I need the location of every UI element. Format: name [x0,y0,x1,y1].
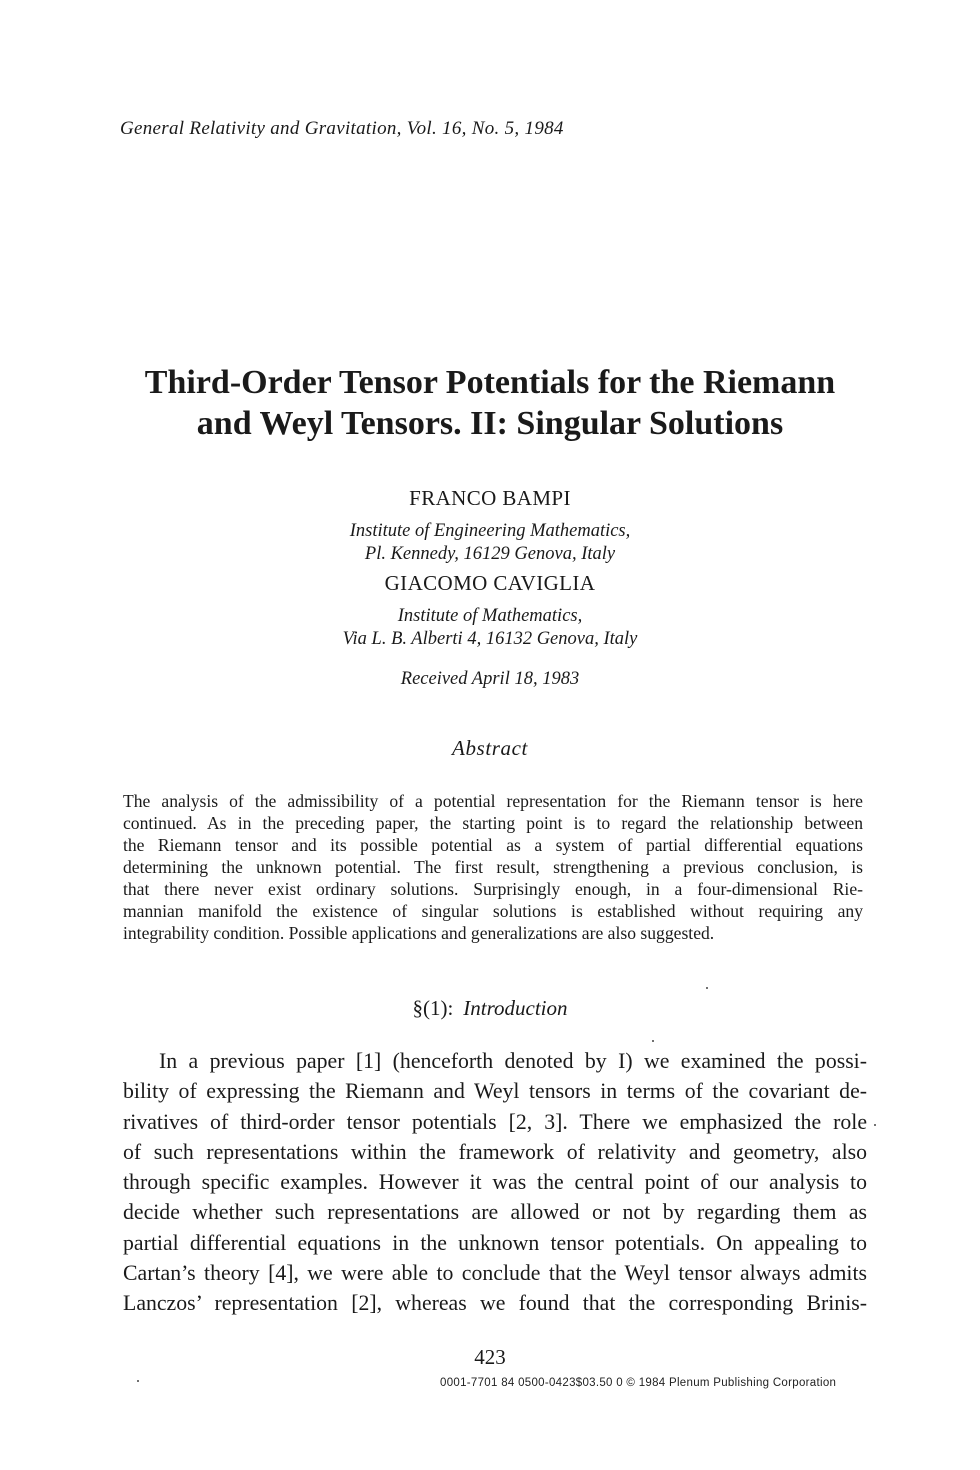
section-title: Introduction [463,996,568,1020]
affiliation-2-line-2: Via L. B. Alberti 4, 16132 Genova, Italy [342,629,638,649]
received-date: Received April 18, 1983 [400,669,580,689]
author-name-1: FRANCO BAMPI [409,486,571,510]
body-line: through specific examples. However it was the central point of our analysis to [123,1170,867,1195]
body-line: In a previous paper [1] (henceforth denoted by I) we examined the possi- [159,1049,867,1073]
body-line: Cartan’s theory [4], we were able to conclude that the Weyl tensor always admits [123,1261,867,1286]
abstract-line: determining the unknown potential. The first result, strengthening a previous conclusion, is [123,857,863,877]
author-affiliation-1 [90,520,890,566]
scan-speck [874,1124,876,1126]
abstract-line: The analysis of the admissibility of a potential representation for the Riemann tensor is here [123,791,863,811]
body-line: Lanczos’ representation [2], whereas we found that the corresponding Brinis- [123,1291,867,1316]
body-line: bility of expressing the Riemann and Weyl tensors in terms of the covariant de- [123,1079,867,1104]
scan-speck [706,987,708,989]
affiliation-1-line-2: Pl. Kennedy, 16129 Genova, Italy [364,544,616,564]
body-line: of such representations within the framework of relativity and geometry, also [123,1139,867,1164]
section-heading [90,996,890,1021]
abstract-line: mannian manifold the existence of singular solutions is established without requiring any [123,901,863,921]
abstract-text [123,790,863,944]
scan-speck [137,1380,139,1382]
abstract-line: the Riemann tensor and its possible potential as a system of partial differential equations [123,835,863,855]
copyright-line: 0001-7701 84 0500-0423$03.50 0 © 1984 Plenum Publishing Corporation [440,1377,837,1389]
title-line-1: Third-Order Tensor Potentials for the Riemann [144,364,836,401]
introduction-text [123,1046,867,1319]
author-name-2: GIACOMO CAVIGLIA [384,571,596,595]
body-line: rivatives of third-order tensor potentials [2, 3]. There we emphasized the role [123,1109,867,1134]
abstract-line: continued. As in the preceding paper, the starting point is to regard the relationship between [123,813,863,833]
journal-citation: General Relativity and Gravitation, Vol. 16, No. 5, 1984 [120,118,564,139]
affiliation-2-line-1: Institute of Mathematics, [397,606,583,626]
title-line-2: and Weyl Tensors. II: Singular Solutions [196,405,784,442]
affiliation-1-line-1: Institute of Engineering Mathematics, [349,521,631,541]
abstract-heading: Abstract [452,736,528,760]
paper-title [90,362,890,444]
page-number: 423 [474,1345,506,1369]
abstract-line: that there never exist ordinary solutions. Surprisingly enough, in a four-dimensional Rie- [123,879,863,899]
body-line: decide whether such representations are allowed or not by regarding them as [123,1200,867,1225]
body-line: partial differential equations in the unknown tensor potentials. On appealing to [123,1230,867,1255]
author-affiliation-2 [90,605,890,651]
section-number: §(1): [412,996,454,1020]
scan-speck [652,1040,654,1042]
abstract-line: integrability condition. Possible applications and generalizations are also suggested. [123,923,715,943]
